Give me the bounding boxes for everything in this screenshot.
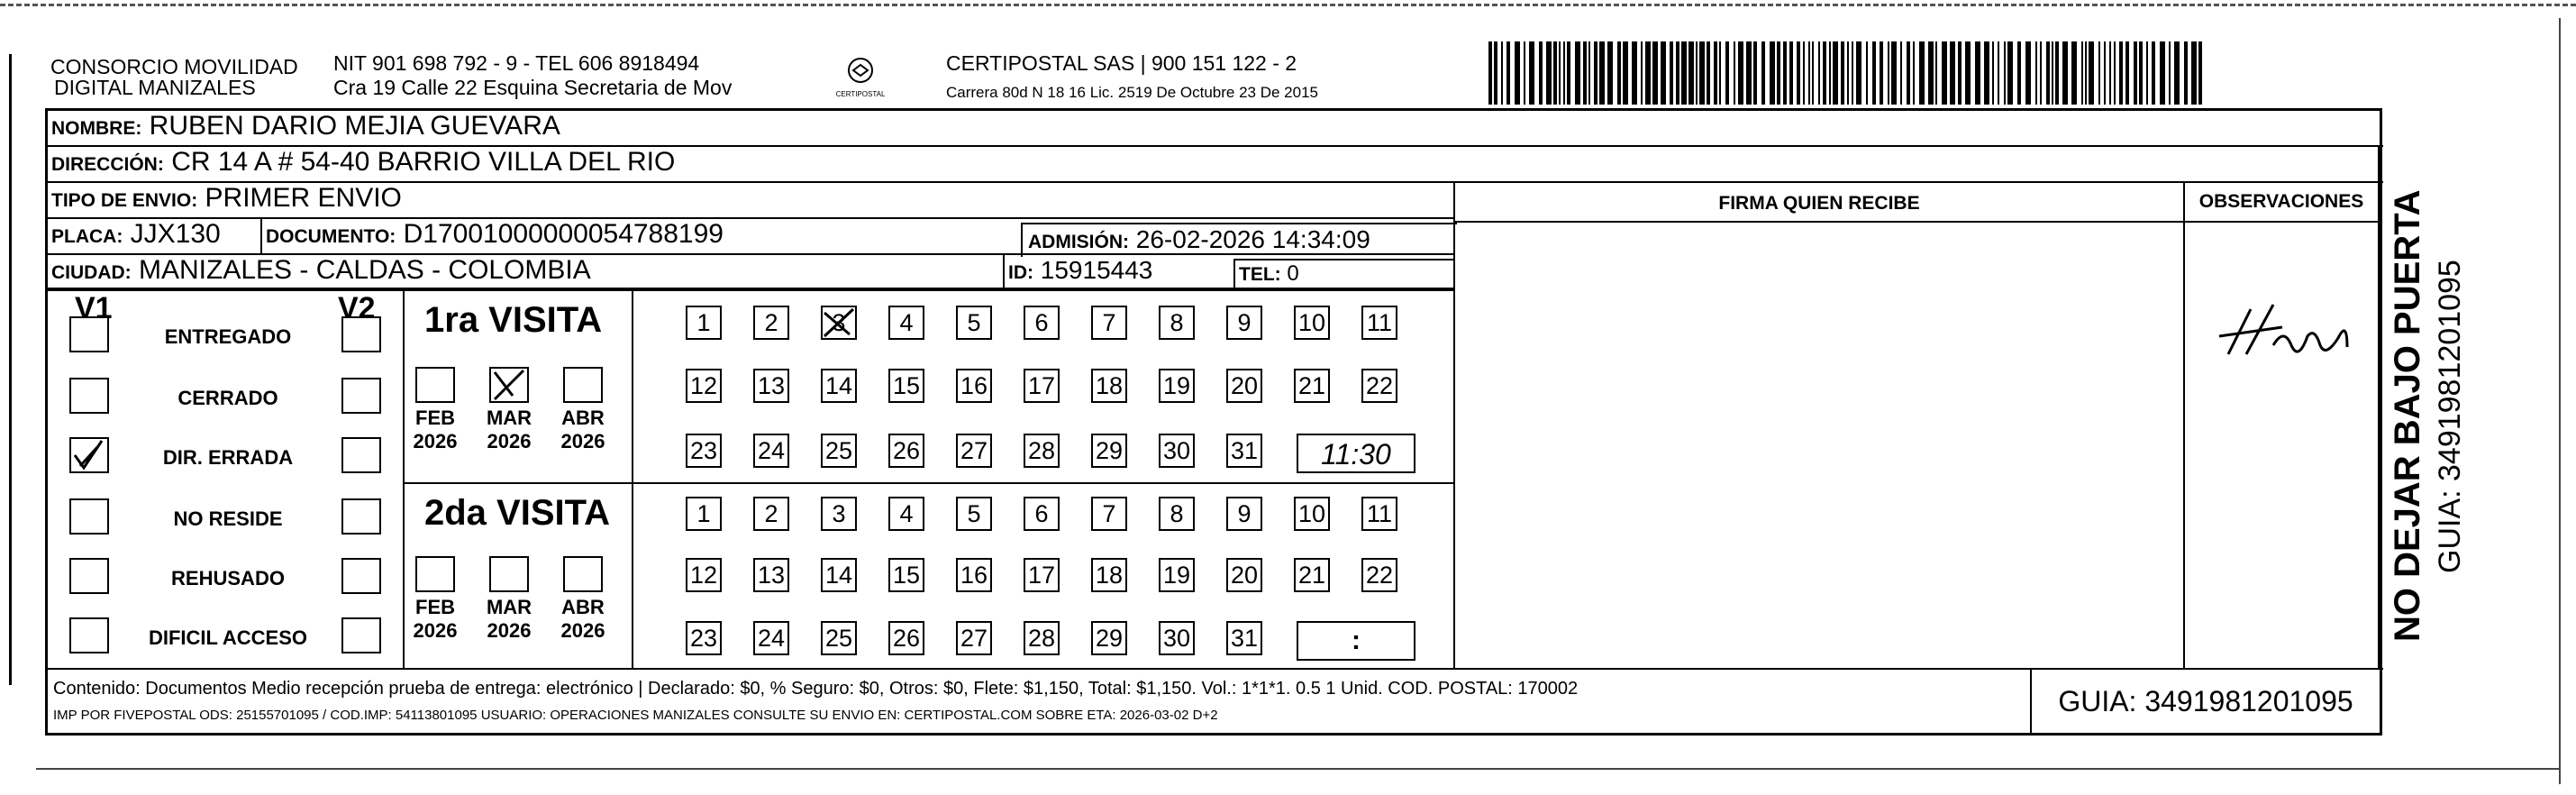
placa-value: JJX130 — [130, 219, 221, 249]
first-visit-title: 1ra VISITA — [424, 300, 603, 340]
day-box-second[interactable]: 24 — [753, 621, 789, 655]
barcode-bar — [1588, 41, 1590, 105]
certipostal-logo — [833, 52, 887, 106]
barcode-bar — [1950, 41, 1955, 105]
day-box-first[interactable]: 11 — [1361, 306, 1397, 340]
barcode-bar — [1661, 41, 1666, 105]
barcode-bar — [1856, 41, 1861, 105]
barcode-bar — [1942, 41, 1947, 105]
barcode-bar — [2184, 41, 2188, 105]
barcode-bar — [2025, 41, 2031, 105]
day-box-first[interactable]: 1 — [686, 306, 722, 340]
barcode-bar — [1753, 41, 1757, 105]
month-year: 2026 — [487, 430, 532, 452]
barcode-bar — [1872, 41, 1876, 105]
ciudad-label: CIUDAD: — [51, 262, 132, 283]
barcode-bar — [2007, 41, 2013, 105]
barcode-bar — [2040, 41, 2042, 105]
day-box-first[interactable]: 21 — [1294, 369, 1330, 403]
barcode-bar — [2174, 41, 2180, 105]
barcode-bar — [1789, 41, 1793, 105]
status-right-divider — [403, 289, 405, 668]
day-box-first[interactable]: 14 — [821, 369, 857, 403]
tel-cell — [1233, 259, 1455, 289]
day-box-second[interactable]: 11 — [1361, 497, 1397, 531]
month-checkbox-first[interactable] — [489, 367, 529, 403]
signature-divider — [1453, 183, 1455, 668]
day-box-second[interactable]: 13 — [753, 558, 789, 592]
month-name: ABR — [561, 596, 605, 618]
day-box-first[interactable]: 17 — [1024, 369, 1060, 403]
direccion-label: DIRECCIÓN: — [51, 154, 164, 175]
barcode-bar — [1583, 41, 1587, 105]
day-box-first[interactable]: 28 — [1024, 434, 1060, 468]
month-name: FEB — [415, 596, 455, 618]
side-guia-number: GUIA: 3491981201095 — [2433, 260, 2467, 573]
company-name-line1: CONSORCIO MOVILIDAD — [50, 55, 298, 78]
row-nombre — [48, 111, 2383, 147]
bottom-edge-line — [36, 768, 2559, 770]
barcode-bar — [2098, 41, 2100, 105]
barcode-bar — [1645, 41, 1651, 105]
day-box-second[interactable]: 29 — [1091, 621, 1127, 655]
v2-checkbox[interactable] — [341, 437, 381, 473]
month-label — [554, 596, 612, 643]
barcode-bar — [1563, 41, 1565, 105]
right-edge-line — [2559, 18, 2561, 784]
day-box-second[interactable]: 8 — [1159, 497, 1195, 531]
ciudad-value: MANIZALES - CALDAS - COLOMBIA — [139, 255, 591, 285]
cross-mark-icon — [823, 307, 855, 345]
month-label — [480, 596, 538, 643]
month-checkbox-first[interactable] — [415, 367, 455, 403]
barcode-bar — [1900, 41, 1902, 105]
barcode-bar — [1607, 41, 1613, 105]
check-mark-icon — [71, 439, 107, 471]
barcode-bar — [1812, 41, 1814, 105]
day-box-first[interactable]: 30 — [1159, 434, 1195, 468]
barcode-bar — [1761, 41, 1765, 105]
day-box-first[interactable]: 19 — [1159, 369, 1195, 403]
barcode-bar — [1808, 41, 1810, 105]
month-year: 2026 — [560, 619, 605, 642]
month-year: 2026 — [560, 430, 605, 452]
barcode-bar — [1783, 41, 1787, 105]
barcode-bar — [2052, 41, 2053, 105]
day-box-first[interactable]: 20 — [1226, 369, 1262, 403]
barcode-bar — [1714, 41, 1717, 105]
month-name: MAR — [486, 407, 532, 429]
barcode-bar — [1738, 41, 1743, 105]
barcode-bar — [1770, 41, 1775, 105]
day-box-first[interactable]: 23 — [686, 434, 722, 468]
day-box-first[interactable]: 6 — [1024, 306, 1060, 340]
day-box-second[interactable]: 9 — [1226, 497, 1262, 531]
id-cell — [1003, 255, 1233, 288]
footer-guia-box — [2030, 670, 2380, 733]
barcode-bar — [1975, 41, 1980, 105]
tipo-value: PRIMER ENVIO — [205, 183, 402, 213]
day-box-second[interactable]: 14 — [821, 558, 857, 592]
day-box-second[interactable]: 16 — [956, 558, 992, 592]
day-box-second[interactable]: 5 — [956, 497, 992, 531]
day-box-second[interactable]: 22 — [1361, 558, 1397, 592]
barcode-bar — [1823, 41, 1826, 105]
v1-checkbox[interactable] — [69, 498, 109, 535]
status-label: DIR. ERRADA — [162, 446, 294, 469]
tipo-label: TIPO DE ENVIO: — [51, 190, 198, 211]
barcode-bar — [1599, 41, 1605, 105]
day-box-second[interactable]: 6 — [1024, 497, 1060, 531]
day-box-first[interactable]: 18 — [1091, 369, 1127, 403]
company-name-line2: DIGITAL MANIZALES — [54, 76, 256, 99]
barcode-bar — [1594, 41, 1597, 105]
id-label: ID: — [1008, 262, 1033, 283]
month-label — [406, 407, 464, 453]
day-box-second[interactable]: 15 — [888, 558, 924, 592]
v2-checkbox[interactable] — [341, 316, 381, 352]
barcode-bar — [1818, 41, 1820, 105]
month-checkbox-second[interactable] — [415, 556, 455, 592]
barcode-bar — [1746, 41, 1752, 105]
day-box-second[interactable]: 2 — [753, 497, 789, 531]
day-box-first[interactable]: 31 — [1226, 434, 1262, 468]
day-box-second[interactable]: 20 — [1226, 558, 1262, 592]
barcode-bar — [1891, 41, 1897, 105]
day-box-first[interactable]: 2 — [753, 306, 789, 340]
barcode-bar — [1553, 41, 1557, 105]
barcode-bar — [1617, 41, 1621, 105]
admision-cell — [1021, 223, 1457, 257]
v1-checkbox[interactable] — [69, 558, 109, 594]
month-checkbox-second[interactable] — [489, 556, 529, 592]
barcode-bar — [2169, 41, 2171, 105]
first-visit-time — [1297, 434, 1415, 473]
day-box-first[interactable]: 15 — [888, 369, 924, 403]
month-name: FEB — [415, 407, 455, 429]
barcode-bar — [2139, 41, 2143, 105]
day-box-second[interactable]: 27 — [956, 621, 992, 655]
barcode-bar — [1641, 41, 1643, 105]
barcode-bar — [1913, 41, 1915, 105]
firma-header — [1455, 188, 2183, 223]
firma-header-text: FIRMA QUIEN RECIBE — [1718, 193, 1920, 214]
barcode-bar — [1575, 41, 1580, 105]
certipostal-line2: Carrera 80d N 18 16 Lic. 2519 De Octubre 23 De 2015 — [946, 84, 1318, 101]
barcode-bar — [2004, 41, 2006, 105]
barcode-bar — [2160, 41, 2165, 105]
v1-checkbox[interactable] — [69, 617, 109, 653]
documento-value: D17001000000054788199 — [403, 219, 724, 249]
day-box-second[interactable]: 21 — [1294, 558, 1330, 592]
barcode-bar — [1515, 41, 1520, 105]
id-value: 15915443 — [1040, 256, 1153, 284]
barcode-bar — [2114, 41, 2116, 105]
barcode-bar — [1725, 41, 1729, 105]
v1-checkbox[interactable] — [69, 378, 109, 414]
barcode-bar — [1689, 41, 1694, 105]
day-box-first[interactable]: 13 — [753, 369, 789, 403]
month-year: 2026 — [413, 430, 458, 452]
visits-mid-line — [403, 482, 1453, 484]
day-box-first[interactable]: 10 — [1294, 306, 1330, 340]
observation-handwriting — [2210, 291, 2372, 390]
barcode-bar — [2055, 41, 2059, 105]
barcode-bar — [1546, 41, 1552, 105]
day-box-first[interactable]: 7 — [1091, 306, 1127, 340]
barcode-bar — [1841, 41, 1844, 105]
barcode-bar — [1984, 41, 1989, 105]
row-tipo — [48, 183, 1455, 219]
footer-info-line: IMP POR FIVEPOSTAL ODS: 25155701095 / COD.IMP: 54113801095 USUARIO: OPERACIONES MANIZALES CONSULTE SU ENVIO EN: CERTIPOSTAL.COM SOBRE ETA: 2026-03-02 D+2 — [53, 708, 1218, 723]
barcode-bar — [1529, 41, 1534, 105]
day-box-first[interactable]: 5 — [956, 306, 992, 340]
barcode-bar — [1965, 41, 1971, 105]
visits-divider — [632, 289, 633, 668]
barcode-bar — [1494, 41, 1497, 105]
nombre-label: NOMBRE: — [51, 118, 142, 139]
barcode-bar — [1707, 41, 1710, 105]
second-visit-time — [1297, 621, 1415, 661]
footer-guia-number: GUIA: 3491981201095 — [2058, 685, 2353, 717]
month-label — [554, 407, 612, 453]
observaciones-header-text: OBSERVACIONES — [2198, 191, 2364, 212]
status-label: ENTREGADO — [164, 325, 292, 348]
barcode-bar — [1506, 41, 1510, 105]
v1-checkbox[interactable] — [69, 316, 109, 352]
second-visit-time-value: : — [1352, 626, 1361, 655]
barcode-bar — [1699, 41, 1705, 105]
barcode-bar — [1935, 41, 1937, 105]
documento-cell — [260, 219, 1019, 253]
v1-label: V1 — [75, 291, 113, 325]
day-box-second[interactable]: 23 — [686, 621, 722, 655]
observaciones-divider — [2183, 183, 2185, 668]
barcode-bar — [1670, 41, 1673, 105]
month-name: ABR — [561, 407, 605, 429]
no-dejar-bajo-puerta: NO DEJAR BAJO PUERTA — [2388, 189, 2427, 642]
barcode-bar — [1919, 41, 1925, 105]
barcode-bar — [2089, 41, 2094, 105]
admision-label: ADMISIÓN: — [1028, 232, 1129, 252]
month-checkbox-first[interactable] — [563, 367, 603, 403]
day-box-second[interactable]: 28 — [1024, 621, 1060, 655]
company-address: Cra 19 Calle 22 Esquina Secretaria de Mov — [333, 76, 733, 99]
barcode-bar — [1958, 41, 1962, 105]
status-label: REHUSADO — [171, 567, 285, 589]
day-box-first[interactable]: 4 — [888, 306, 924, 340]
month-label — [480, 407, 538, 453]
guide-form — [45, 108, 2382, 736]
barcode-bar — [1907, 41, 1910, 105]
barcode-bar — [2125, 41, 2129, 105]
barcode-bar — [1681, 41, 1687, 105]
top-edge-line — [0, 4, 2576, 6]
barcode-bar — [2017, 41, 2021, 105]
barcode-bar — [2134, 41, 2137, 105]
barcode-bar — [2071, 41, 2077, 105]
tel-label: TEL: — [1239, 264, 1281, 285]
status-label: NO RESIDE — [173, 507, 283, 530]
barcode-bar — [2081, 41, 2083, 105]
day-number: 3 — [832, 309, 846, 336]
barcode-bar — [1829, 41, 1831, 105]
barcode-bar — [1676, 41, 1679, 105]
first-visit-time-value: 11:30 — [1321, 438, 1391, 471]
barcode-bar — [1847, 41, 1849, 105]
v1-checkbox[interactable] — [69, 437, 109, 473]
day-box-second[interactable]: 30 — [1159, 621, 1195, 655]
barcode-bar — [1524, 41, 1525, 105]
barcode-bar — [1632, 41, 1637, 105]
left-edge-mark — [9, 54, 12, 685]
side-divider — [2378, 147, 2380, 668]
barcode-bar — [2109, 41, 2111, 105]
day-box-first[interactable]: 12 — [686, 369, 722, 403]
day-box-second[interactable]: 19 — [1159, 558, 1195, 592]
barcode-bar — [2035, 41, 2037, 105]
barcode-bar — [1797, 41, 1800, 105]
second-visit-title: 2da VISITA — [424, 493, 610, 533]
day-box-first[interactable]: 8 — [1159, 306, 1195, 340]
placa-label: PLACA: — [51, 226, 123, 247]
barcode-bar — [2191, 41, 2197, 105]
month-year: 2026 — [487, 619, 532, 642]
barcode-bar — [1734, 41, 1735, 105]
admision-value: 26-02-2026 14:34:09 — [1135, 225, 1370, 253]
day-box-first[interactable]: 26 — [888, 434, 924, 468]
barcode-bar — [1777, 41, 1780, 105]
company-nit: NIT 901 698 792 - 9 - TEL 606 8918494 — [333, 51, 700, 75]
v2-checkbox[interactable] — [341, 378, 381, 414]
day-box-second[interactable]: 17 — [1024, 558, 1060, 592]
barcode-bar — [1852, 41, 1853, 105]
barcode-bar — [1652, 41, 1658, 105]
day-box-first[interactable]: 27 — [956, 434, 992, 468]
barcode-bar — [2046, 41, 2050, 105]
certipostal-line1: CERTIPOSTAL SAS | 900 151 122 - 2 — [946, 51, 1297, 75]
day-box-second[interactable]: 10 — [1294, 497, 1330, 531]
status-label: DIFICIL ACCESO — [148, 626, 307, 649]
row-direccion — [48, 147, 2383, 183]
day-box-first[interactable] — [821, 306, 857, 340]
cross-mark-icon — [491, 369, 527, 401]
direccion-value: CR 14 A # 54-40 BARRIO VILLA DEL RIO — [171, 147, 676, 177]
day-box-first[interactable]: 25 — [821, 434, 857, 468]
barcode-bar — [1866, 41, 1868, 105]
v2-checkbox[interactable] — [341, 558, 381, 594]
day-box-first[interactable]: 16 — [956, 369, 992, 403]
barcode-bar — [1992, 41, 1994, 105]
barcode-bar — [1880, 41, 1883, 105]
barcode-bar — [2119, 41, 2123, 105]
day-box-second[interactable]: 12 — [686, 558, 722, 592]
day-box-second[interactable]: 18 — [1091, 558, 1127, 592]
barcode-bar — [1623, 41, 1628, 105]
day-box-second[interactable]: 7 — [1091, 497, 1127, 531]
barcode-bar — [1998, 41, 1999, 105]
barcode-bar — [2085, 41, 2087, 105]
barcode-bar — [1488, 41, 1492, 105]
barcode-bar — [1833, 41, 1838, 105]
barcode-bar — [2198, 41, 2202, 105]
barcode — [1488, 41, 2206, 105]
status-label: CERRADO — [177, 387, 278, 409]
barcode-bar — [2104, 41, 2106, 105]
day-box-second[interactable]: 1 — [686, 497, 722, 531]
barcode-bar — [1888, 41, 1889, 105]
logo-text: CERTIPOSTAL — [835, 90, 886, 98]
certipostal-logo-icon — [833, 52, 887, 106]
v2-checkbox[interactable] — [341, 617, 381, 653]
barcode-bar — [1501, 41, 1503, 105]
v2-checkbox[interactable] — [341, 498, 381, 535]
day-box-second[interactable]: 3 — [821, 497, 857, 531]
day-box-second[interactable]: 26 — [888, 621, 924, 655]
nombre-value: RUBEN DARIO MEJIA GUEVARA — [149, 111, 560, 141]
barcode-bar — [1803, 41, 1805, 105]
month-year: 2026 — [413, 619, 458, 642]
barcode-bar — [1928, 41, 1934, 105]
barcode-bar — [1567, 41, 1570, 105]
barcode-bar — [1719, 41, 1721, 105]
day-box-first[interactable]: 29 — [1091, 434, 1127, 468]
footer-content-line: Contenido: Documentos Medio recepción prueba de entrega: electrónico | Declarado: $0, % Seguro: $0, Otros: $0, Flete: $1,150, Total: $1,150. Vol.: 1*1*1. 0.5 1 Unid. COD. POSTAL: 170002 — [53, 679, 1579, 699]
barcode-bar — [1539, 41, 1543, 105]
barcode-bar — [2062, 41, 2068, 105]
day-box-first[interactable]: 9 — [1226, 306, 1262, 340]
barcode-bar — [2152, 41, 2155, 105]
day-box-first[interactable]: 24 — [753, 434, 789, 468]
v2-label: V2 — [338, 291, 376, 325]
barcode-bar — [1559, 41, 1561, 105]
month-checkbox-second[interactable] — [563, 556, 603, 592]
day-box-first[interactable]: 22 — [1361, 369, 1397, 403]
month-label — [406, 596, 464, 643]
barcode-bar — [2146, 41, 2148, 105]
barcode-bar — [1696, 41, 1698, 105]
day-box-second[interactable]: 25 — [821, 621, 857, 655]
day-box-second[interactable]: 4 — [888, 497, 924, 531]
tel-value: 0 — [1287, 261, 1299, 286]
day-box-second[interactable]: 31 — [1226, 621, 1262, 655]
observaciones-header — [2185, 185, 2378, 223]
month-name: MAR — [486, 596, 532, 618]
status-top-line — [48, 289, 1453, 291]
documento-label: DOCUMENTO: — [266, 226, 396, 247]
